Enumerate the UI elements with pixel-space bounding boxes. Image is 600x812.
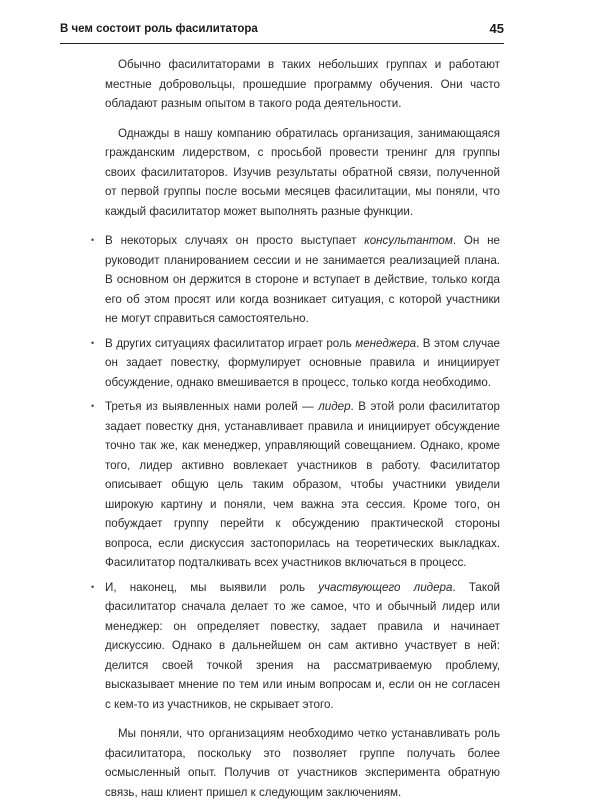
- roles-list: [91, 231, 500, 714]
- list-item-emphasis: лидер: [318, 400, 351, 413]
- header-rule: [60, 43, 504, 44]
- page-number: 45: [489, 21, 504, 36]
- list-item-leader: [91, 397, 500, 573]
- bullet-icon: •: [91, 581, 95, 592]
- list-item-participating-leader: [91, 578, 500, 715]
- bullet-icon: •: [91, 337, 95, 348]
- list-item-text-end: . Такой фасилитатор сначала делает то же самое, что и обычный лидер или менеджер: он определяет повестку, задает правила и начинает дискуссию. Однако в дальнейшем он сам активно участвует в ней: делится своей точкой зрения на рассматриваемую проблему, высказывает мнение по тем или иным вопросам и, если он не согласен с кем-то из участников, не скрывает этого.: [105, 580, 500, 711]
- list-item-emphasis: участвующего лидера: [318, 580, 453, 594]
- list-item-consultant: [91, 231, 500, 329]
- chapter-title: В чем состоит роль фасилитатора: [60, 23, 258, 35]
- list-item-text-end: . Он не руководит планированием сессии и не занимается реализацией плана. В основном он держится в стороне и вступает в действие, только когда его об этом просят или когда возникает ситуация, с которой участники не могут справиться самостоятельно.: [105, 234, 500, 325]
- paragraph-intro: Обычно фасилитаторами в таких небольших группах и работают местные добровольцы, прошедшие программу обучения. Они часто обладают разным опытом в такого рода деятельности.: [105, 58, 500, 110]
- list-item-text-start: И, наконец, мы выявили роль: [105, 580, 319, 594]
- list-item-text-end: . В этом случае он задает повестку, формулирует основные правила и инициирует обсуждение, однако вмешивается в процесс, только когда необходимо.: [105, 336, 500, 389]
- list-item-manager: [91, 334, 500, 393]
- list-item-text-start: В других ситуациях фасилитатор играет роль: [105, 336, 356, 350]
- list-item-emphasis: консультантом: [364, 234, 453, 247]
- list-item-emphasis: менеджера: [355, 336, 417, 350]
- list-item-text-start: Третья из выявленных нами ролей —: [105, 400, 319, 413]
- bullet-icon: •: [91, 401, 95, 411]
- list-item-text-start: В некоторых случаях он просто выступает: [105, 234, 365, 247]
- list-item-text-end: . В этой роли фасилитатор задает повестку дня, устанавливает правила и инициирует обсуждение точно так же, как менеджер, управляющий совещанием. Однако, кроме того, лидер активно вовлекает участников в работу. Фасилитатор описывает общую цель таким образом, чтобы участники увидели широкую картину и поняли, чем важна эта сессия. Кроме того, он побуждает группу перейти к обсуждению практической стороны вопроса, если дискуссия застопорилась на теоретических выкладках. Фасилитатор подталкивать всех участников включаться в процесс.: [105, 400, 500, 569]
- paragraph-context: Однажды в нашу компанию обратилась организация, занимающаяся гражданским лидерством, с просьбой провести тренинг для группы своих фасилитаторов. Изучив результаты обратной связи, полученной от первой группы после восьми месяцев фасилитации, мы поняли, что каждый фасилитатор может выполнять разные функции.: [105, 126, 500, 218]
- bullet-icon: •: [91, 235, 95, 245]
- page-body: [91, 55, 500, 812]
- paragraph-conclusion: Мы поняли, что организациям необходимо четко устанавливать роль фасилитатора, поскольку это позволяет группе получать более осмысленный опыт. Получив от участников эксперимента обратную связь, наш клиент пришел к следующим заключениям.: [105, 727, 500, 799]
- running-header: [60, 20, 504, 42]
